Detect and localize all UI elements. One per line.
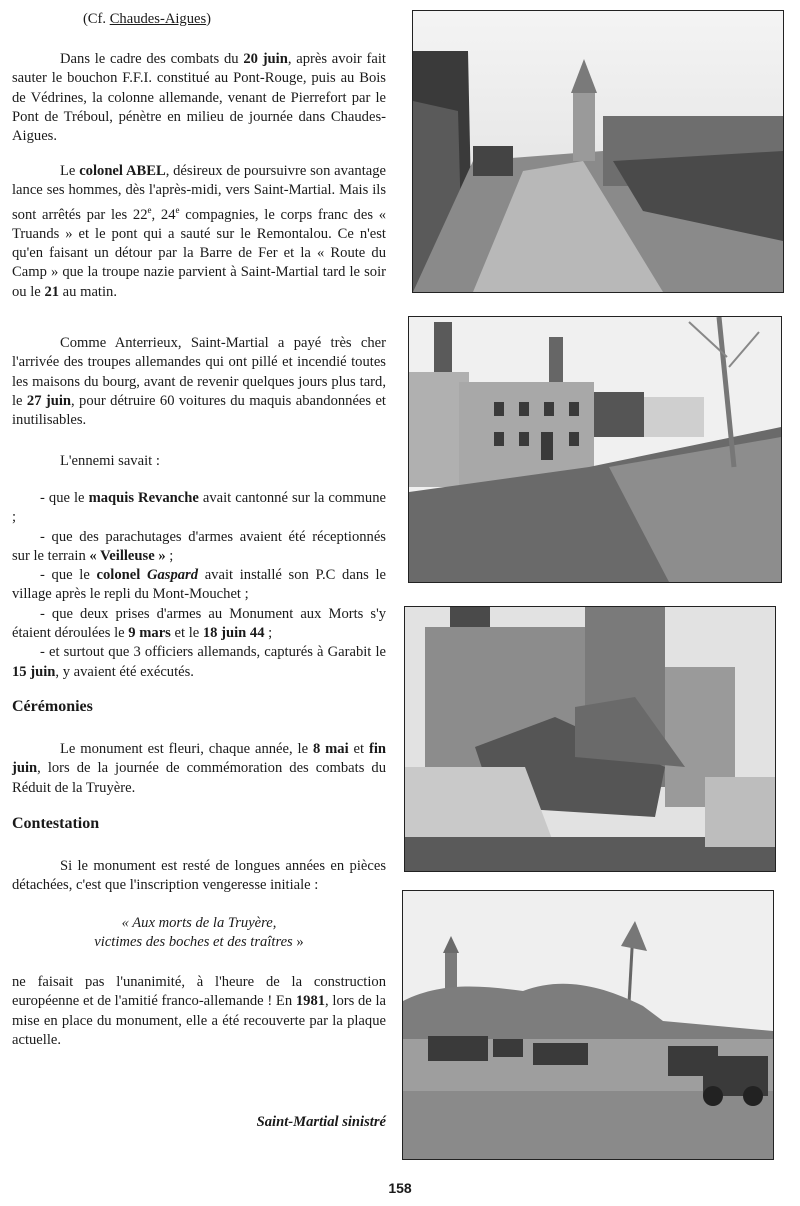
ruined-street-photo (412, 10, 784, 293)
paragraph-colonel-abel: Le colonel ABEL, désireux de poursuivre son avantage lance ses hommes, dès l'après-midi, vers Saint-Martial. Mais ils sont arrêtés par les 22e, 24e compagnies, le corps franc des « Truands » et le pont qui a sauté sur le Remontalou. Ce n'est qu'en faisant un détour par la Barre de Fer et la « Route du Camp » que la troupe nazie parvient à Saint-Martial tard le soir ou le 21 au matin. (12, 163, 387, 300)
ref-prefix: (Cf. (82, 11, 110, 27)
ref-link: Chaudes-Aigues (109, 11, 207, 27)
enemy-intro: L'ennemi savait : (60, 453, 160, 469)
paragraph-anterrieux: Comme Anterrieux, Saint-Martial a payé très cher l'arrivée des troupes allemandes qui ont pillé et incendié toutes les maisons du bourg, avant de revenir quelques jours plus tard, le 27 juin, pour détruire 60 voitures du maquis abandonnées et inutilisables. (12, 335, 386, 429)
collapsed-building-photo (404, 606, 776, 872)
destroyed-vehicles-photo (402, 890, 774, 1160)
list-item: - que deux prises d'armes au Monument aux Morts s'y étaient déroulées le 9 mars et le 18 juin 44 ; (12, 605, 386, 642)
ref-suffix: ) (206, 11, 212, 27)
burned-houses-photo (408, 316, 782, 583)
list-item: - que des parachutages d'armes avaient été réceptionnés sur le terrain « Veilleuse » ; (12, 528, 386, 564)
quote-close: » (292, 934, 304, 951)
list-item: - que le maquis Revanche avait cantonné sur la commune ; (12, 490, 386, 526)
inscription-quote (12, 914, 386, 953)
heading-contestation: Contestation (12, 815, 100, 832)
enemy-knowledge-list (12, 489, 386, 682)
quote-line-2: victimes des boches et des traîtres (94, 934, 293, 951)
paragraph-final: ne faisait pas l'unanimité, à l'heure de la construction européenne et de l'amitié franco-allemande ! En 1981, lors de la mise en place du monument, elle a été recouverte par la plaque actuelle. (12, 974, 387, 1048)
paragraph-ceremonies: Le monument est fleuri, chaque année, le 8 mai et fin juin, lors de la journée de commémoration des combats du Réduit de la Truyère. (12, 741, 386, 796)
list-item: - que le colonel Gaspard avait installé son P.C dans le village après le repli du Mont-Mouchet ; (12, 567, 386, 603)
heading-ceremonies: Cérémonies (12, 698, 93, 715)
reference-note (12, 10, 386, 29)
photo-caption: Saint-Martial sinistré (256, 1114, 386, 1130)
quote-line-1: « Aux morts de la Truyère, (121, 915, 277, 931)
paragraph-combats: Dans le cadre des combats du 20 juin, après avoir fait sauter le bouchon F.F.I. constitué au Pont-Rouge, puis au Bois de Védrines, la colonne allemande, venant de Pierrefort par le Pont de Tréboul, pénètre en milieu de journée dans Chaudes-Aigues. (12, 51, 386, 145)
page-number: 158 (388, 1180, 412, 1196)
paragraph-contestation: Si le monument est resté de longues années en pièces détachées, c'est que l'inscription vengeresse initiale : (12, 858, 386, 894)
list-item: - et surtout que 3 officiers allemands, capturés à Garabit le 15 juin, y avaient été exécutés. (12, 644, 386, 680)
